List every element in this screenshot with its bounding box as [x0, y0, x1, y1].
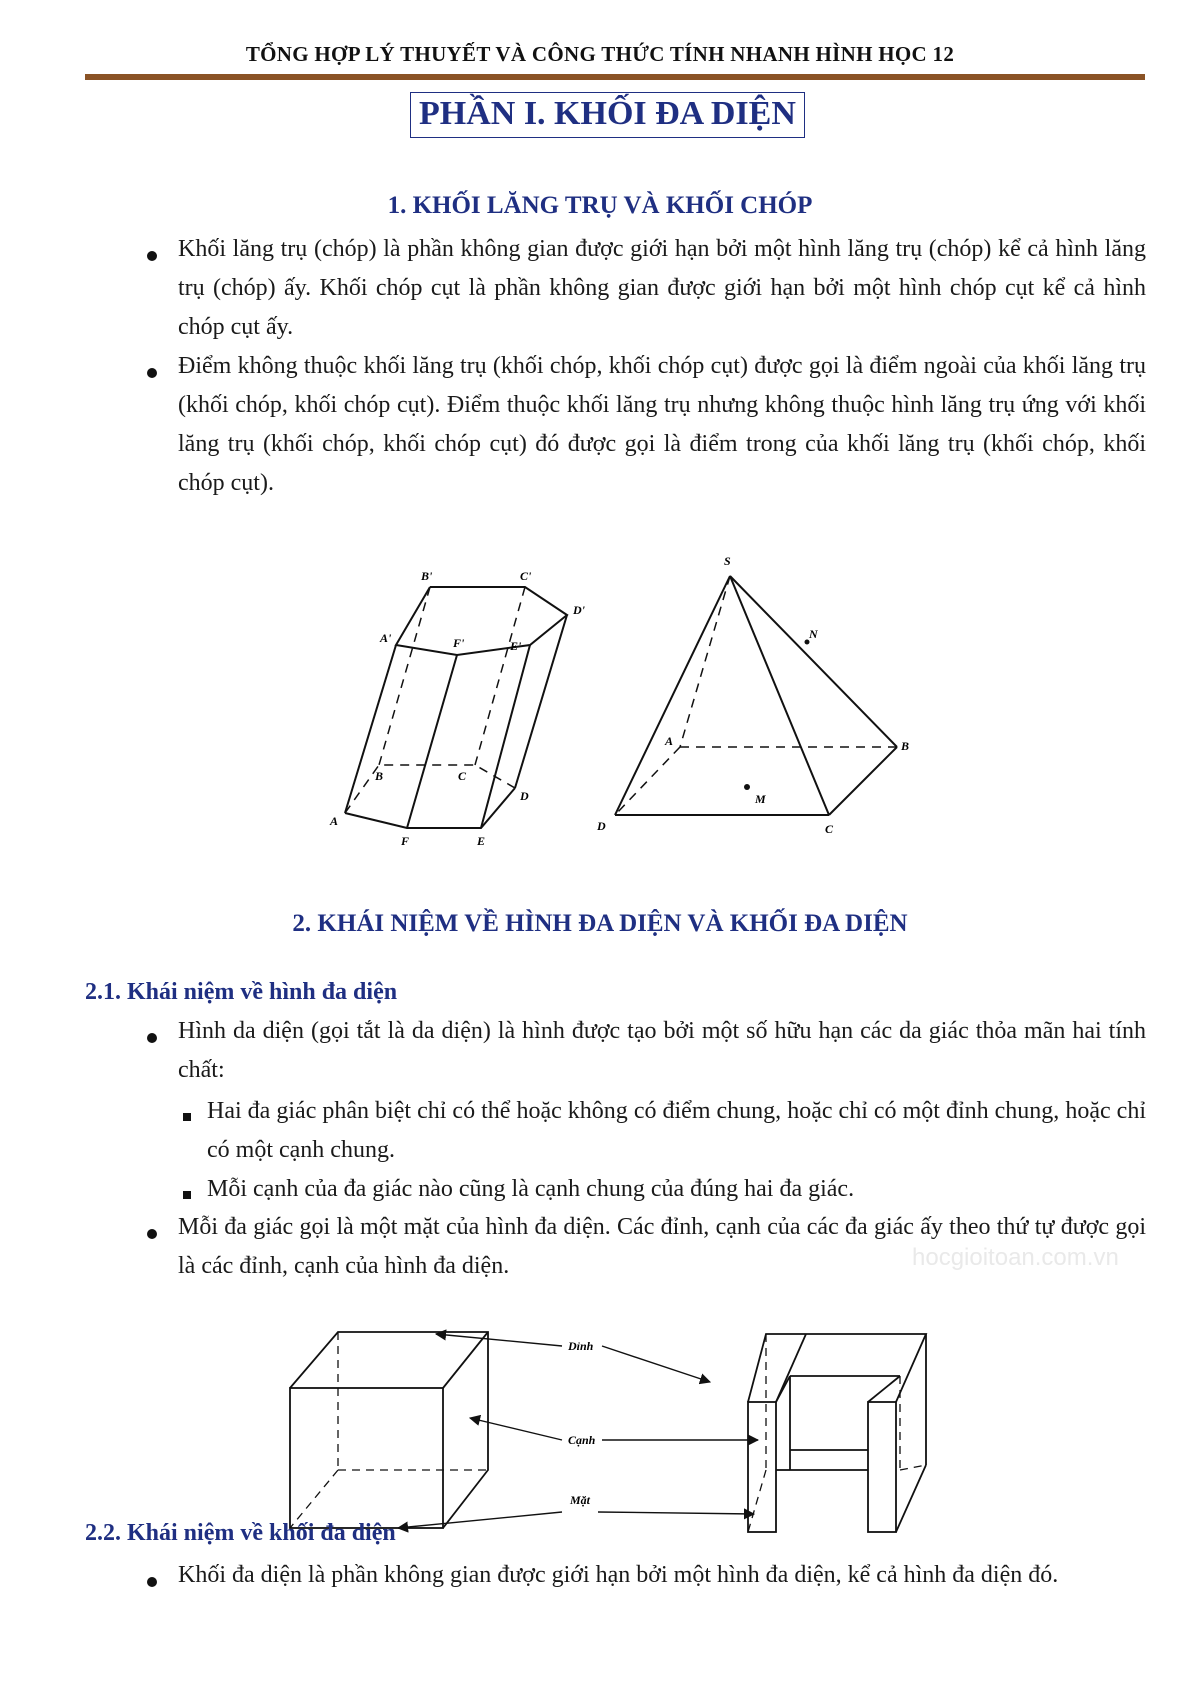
label-edge: Cạnh: [568, 1433, 596, 1447]
label-a: A: [330, 814, 339, 828]
property-2: Mỗi cạnh của đa giác nào cũng là cạnh chung của đúng hai đa giác.: [207, 1176, 855, 1202]
label-e: E: [477, 834, 486, 848]
label-f-prime: F': [453, 636, 465, 650]
bullet-dot: [147, 251, 157, 261]
subsection-2-2-title: 2.2. Khái niệm về khối đa diện: [85, 1520, 396, 1546]
square-bullet: [183, 1113, 191, 1121]
label-d-prime: D': [573, 603, 585, 617]
label-b-pyr: B: [901, 739, 910, 753]
label-b-prime: B': [421, 569, 433, 583]
label-c-prime: C': [520, 569, 532, 583]
header-rule: [85, 74, 1145, 80]
label-face: Mặt: [570, 1493, 591, 1507]
label-a-prime: A': [380, 631, 392, 645]
point-m: [744, 784, 750, 790]
bullet-dot: [147, 1033, 157, 1043]
section-1-title: 1. KHỐI LĂNG TRỤ VÀ KHỐI CHÓP: [387, 192, 813, 219]
bullet-dot: [147, 1577, 157, 1587]
part-title: PHẦN I. KHỐI ĐA DIỆN: [410, 92, 805, 138]
section-2-title: 2. KHÁI NIỆM VỀ HÌNH ĐA DIỆN VÀ KHỐI ĐA DIỆN: [292, 910, 908, 937]
polyhedron-figure: [280, 1320, 940, 1540]
document-header: TỔNG HỢP LÝ THUYẾT VÀ CÔNG THỨC TÍNH NHANH HÌNH HỌC 12: [245, 42, 955, 66]
label-n: N: [809, 627, 818, 641]
label-a-pyr: A: [665, 734, 674, 748]
subsection-2-1-paragraph-2: Mỗi đa giác gọi là một mặt của hình đa diện. Các đỉnh, cạnh của các đa giác ấy theo thứ tự được gọi là các đỉnh, cạnh của hình đa diện.: [178, 1214, 1146, 1279]
label-b: B: [375, 769, 384, 783]
section-1-paragraph-1: Khối lăng trụ (chóp) là phần không gian được giới hạn bởi một hình lăng trụ (chóp) kể cả hình lăng trụ (chóp) ấy. Khối chóp cụt là phần không gian được giới hạn bởi một hình chóp cụt kể cả hình chóp cụt ấy.: [178, 236, 1146, 340]
label-s: S: [724, 554, 731, 568]
label-m: M: [755, 792, 766, 806]
property-1: Hai đa giác phân biệt chỉ có thể hoặc không có điểm chung, hoặc chỉ có một đỉnh chung, hoặc chỉ có một cạnh chung.: [207, 1098, 1146, 1163]
subsection-2-2-paragraph-1: Khối đa diện là phần không gian được giới hạn bởi một hình đa diện, kể cả hình đa diện đó.: [178, 1562, 1059, 1588]
label-vertex: Dỉnh: [568, 1339, 594, 1353]
pyramid-figure: [585, 550, 915, 860]
bullet-dot: [147, 1229, 157, 1239]
section-1-paragraph-2: Điểm không thuộc khối lăng trụ (khối chóp, khối chóp cụt) được gọi là điểm ngoài của khối lăng trụ (khối chóp, khối chóp cụt). Điểm thuộc khối lăng trụ nhưng không thuộc hình lăng trụ ứng với khối lăng trụ (khối chóp, khối chóp cụt) đó được gọi là điểm trong của khối lăng trụ (khối chóp, khối chóp cụt).: [178, 353, 1146, 496]
label-f: F: [401, 834, 410, 848]
watermark: hocgioitoan.com.vn: [912, 1244, 1119, 1271]
bullet-dot: [147, 368, 157, 378]
square-bullet: [183, 1191, 191, 1199]
label-e-prime: E': [510, 639, 522, 653]
label-c-pyr: C: [825, 822, 834, 836]
subsection-2-1-title: 2.1. Khái niệm về hình đa diện: [85, 979, 398, 1005]
prism-figure: [315, 560, 585, 860]
subsection-2-1-paragraph-1: Hình da diện (gọi tắt là da diện) là hình được tạo bởi một số hữu hạn các da giác thỏa mãn hai tính chất:: [178, 1018, 1146, 1083]
label-c: C: [458, 769, 467, 783]
label-d: D: [520, 789, 529, 803]
label-d-pyr: D: [597, 819, 606, 833]
